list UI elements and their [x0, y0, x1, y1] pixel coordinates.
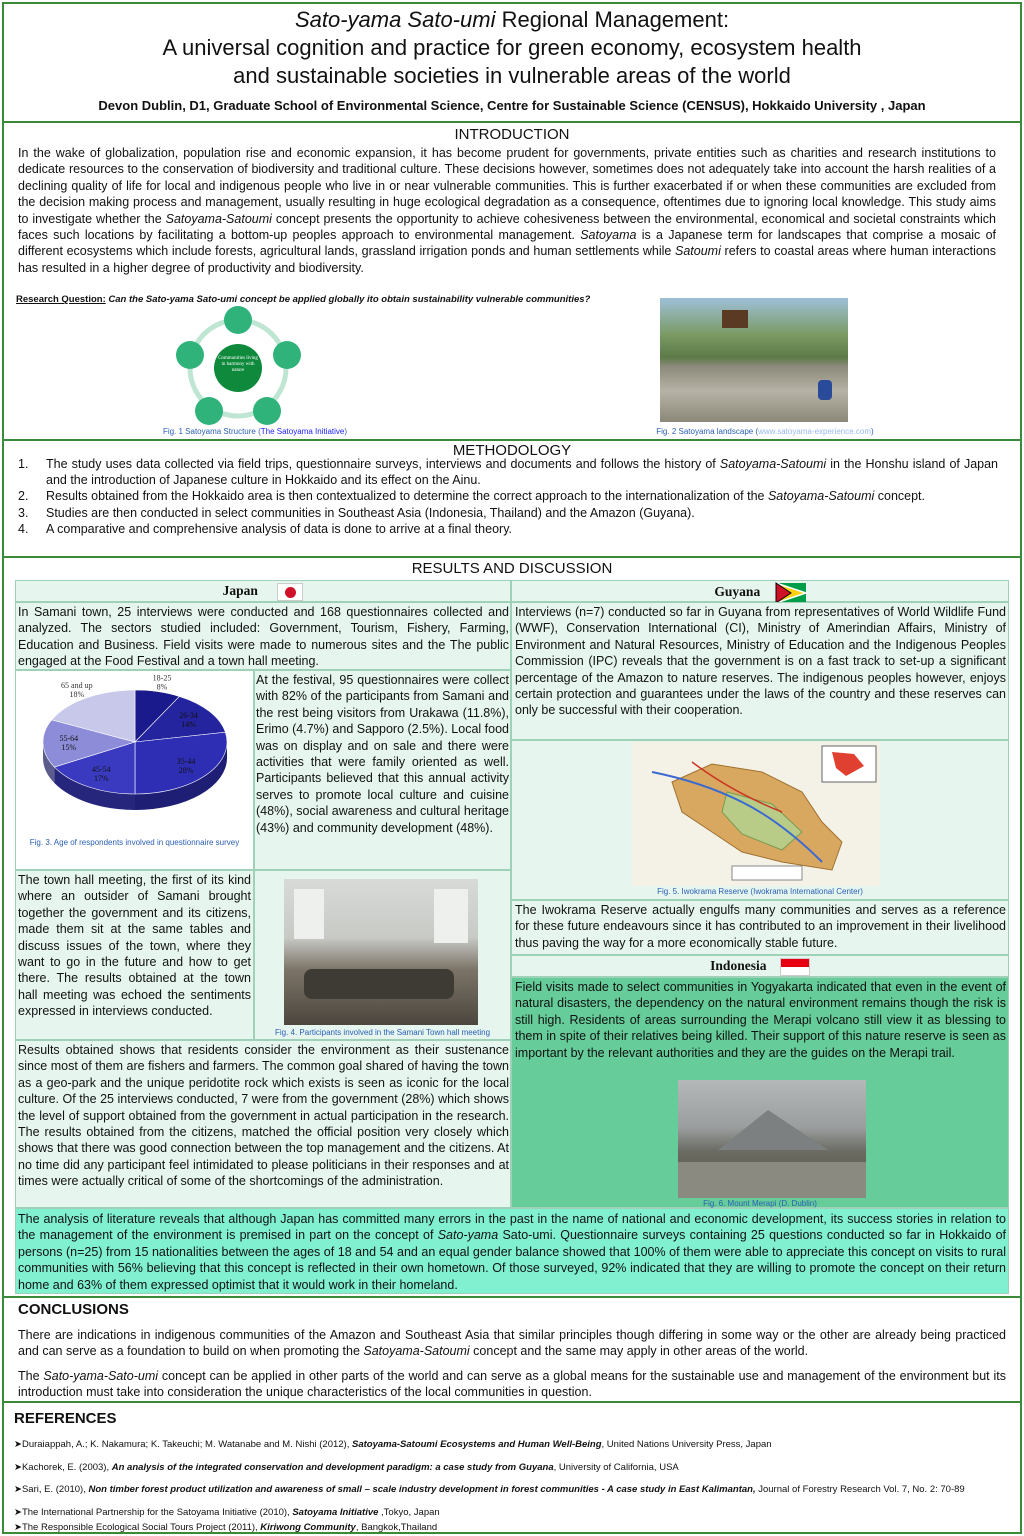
fig5-caption: Fig. 5. Iwokrama Reserve (Iwokrama International Center): [657, 887, 863, 896]
mount-merapi-photo: [678, 1080, 866, 1198]
list-item: 4. A comparative and comprehensive analysis of data is done to arrive at a final theory.: [18, 521, 512, 536]
pie-label-65 and up: 65 and up 18%: [61, 681, 93, 700]
diagram-node-2: [273, 341, 301, 369]
fig2-caption: Fig. 2 Satoyama landscape (www.satoyama-experience.com): [656, 427, 874, 436]
window-shape: [434, 889, 468, 943]
author-line: Devon Dublin, D1, Graduate School of Environmental Science, Centre for Sustainable Science (CENSUS), Hokkaido University , Japan: [98, 98, 926, 113]
participants-shape: [304, 969, 454, 999]
guyana-paragraph-1: Interviews (n=7) conducted so far in Guyana from representatives of World Wildlife Fund (WWF), Conservation International (CI), Ministry of Amerindian Affairs, Ministry of Environment and Natural Resources, Ministry of Education and the Indigenous Peoples Commission (IPC) reveals that the government is on a fast track to set-up a significant percentage of the Amazon to nature reserves. The indigenous peoples however, enjoys certain protection and guarantees under the laws of the country and these reserves can only be successful with their cooperation.: [515, 605, 1006, 718]
pie-label-26-34: 26-34 14%: [179, 710, 198, 729]
pie-label-35-44: 35-44 28%: [176, 756, 196, 775]
reference-item: ➤The Responsible Ecological Social Tours Project (2011), Kiriwong Community, Bangkok,Thailand: [14, 1522, 438, 1533]
diagram-node-4: [195, 397, 223, 425]
window-shape: [294, 889, 324, 939]
divider: [2, 439, 1022, 441]
intro-heading: INTRODUCTION: [454, 126, 570, 143]
japan-paragraph-2: At the festival, 95 questionnaires were collect with 82% of the participants from Samani and the rest being visitors from Urakawa (11.8%), Erimo (4.7%) and Sapporo (2.5%). Local food was on display and on sale and there were activities that were family oriented as well. Participants believed that this annual activity serves to promote local culture and cuisine (48%), social awareness and cultural heritage (43%) and community development (48%).: [256, 673, 509, 835]
reference-item: ➤Sari, E. (2010), Non timber forest product utilization and awareness of small – scale industry development in forest communities - A case study in East Kalimantan, Journal of Forestry Research Vol. 7, No. 2: 70-89: [14, 1484, 965, 1495]
japan-paragraph-3: The town hall meeting, the first of its kind where an outsider of Samani brought together the government and its citizens, made them sit at the same tables and discuss issues of the town, where they want to go in the future and how to get there. The results obtained at the town hall meeting was echoed the sentiments expressed in interviews conducted.: [18, 873, 251, 1019]
title-line-1: Sato-yama Sato-umi Regional Management:: [294, 7, 730, 32]
indonesia-header: Indonesia: [511, 958, 1009, 976]
intro-paragraph: In the wake of globalization, population rise and economic expansion, it has become prudent for governments, private entities such as charities and research institutions to dedicate resources to the conservation of biodiversity and traditional culture. These decisions however, sometimes does not adequately take into account the harsh realities of a declining quality of life for local and indigenous people who live in or near vulnerable communities. This is further exacerbated if or when these communities are excluded from the decision making process and management, usually resulting in huge ecological degradation as a consequence, oftentimes due to ignoring local knowledge. This study aims to investigate whether the Satoyama-Satoumi concept presents the opportunity to achieve cohesiveness between the environmental, economical and societal constraints which faces such locations by facilitating a bottom-up peoples approach to environmental management. Satoyama is a Japanese term for landscapes that comprise a mosaic of different ecosystems which include forests, agricultural lands, grassland irrigation ponds and human settlements while Satoumi refers to coastal areas where human interactions has resulted in a higher degree of productivity and biodiversity.: [18, 146, 996, 275]
indonesia-paragraph: Field visits made to select communities in Yogyakarta indicated that even in the event of natural disasters, the dependency on the natural environment remains though the risk is still high. Residents of areas surrounding the Merapi volcano still view it as blessing to them in spite of their relatives being killed. Their support of this nature reserve is seen as important by the relevant authorities and they are the guides on the Merapi trail.: [515, 980, 1006, 1060]
age-pie-chart: [20, 673, 250, 830]
diagram-center-label: Communities living in harmony with nature: [218, 356, 258, 373]
guyana-flag-icon: [776, 583, 806, 603]
guyana-flag-shape: [776, 583, 806, 603]
fig3-caption: Fig. 3. Age of respondents involved in questionnaire survey: [29, 838, 240, 847]
satoyama-structure-diagram: [170, 304, 310, 426]
guyana-header: Guyana: [511, 583, 1009, 603]
diagram-node-3: [253, 397, 281, 425]
results-heading: RESULTS AND DISCUSSION: [411, 560, 613, 577]
map-legend: [732, 866, 802, 880]
fig4-caption: Fig. 4. Participants involved in the Samani Town hall meeting: [274, 1028, 491, 1037]
divider: [2, 121, 1022, 123]
farmer-figure: [818, 380, 832, 400]
japan-paragraph-4: Results obtained shows that residents consider the environment as their sustenance since most of them are fishers and farmers. The common goal shared of having the town as a geo-park and the unique peridotite rock which exists is seen as iconic for the local culture. Of the 25 interviews conducted, 7 were from the government (28%) which shows the level of support obtained from the government in actual participation in the research. The results obtained from the citizens, matched the official position very closely which shows that there was good connection between the top management and the citizens. At no time did any participant feel intimidated to please politicians in their responses and at times were actually critical of some of the shortcomings of the administration.: [18, 1043, 509, 1189]
conclusions-paragraph-1: There are indications in indigenous communities of the Amazon and Southeast Asia that similar principles though differing in some way or the other are already being practiced and can serve as a foundation to build on when promoting the Satoyama-Satoumi concept and the same may apply in other areas of the world.: [18, 1328, 1006, 1359]
poster-header: [4, 4, 1020, 122]
volcano-shape: [718, 1110, 828, 1150]
pie-label-45-54: 45-54 17%: [91, 765, 111, 784]
divider: [2, 556, 1022, 558]
references-heading: REFERENCES: [14, 1410, 117, 1427]
methodology-heading: METHODOLOGY: [452, 442, 572, 459]
reference-item: ➤The International Partnership for the Satoyama Initiative (2010), Satoyama Initiative ,Tokyo, Japan: [14, 1507, 440, 1518]
fig6-caption: Fig. 6. Mount Merapi (D. Dublin): [703, 1199, 817, 1208]
conclusions-paragraph-2: The Sato-yama-Sato-umi concept can be applied in other parts of the world and can serve as a global means for the sustainable use and management of the environment but its introduction must take into consideration the unique characteristics of the local communities in question.: [18, 1369, 1007, 1400]
guyana-paragraph-2: The Iwokrama Reserve actually engulfs many communities and serves as a reference for these future endeavours since it has contributed to an improvement in their livelihood thus paving the way for a more economically stable future.: [515, 903, 1006, 950]
fig1-caption: Fig. 1 Satoyama Structure (The Satoyama Initiative): [162, 427, 348, 436]
iwokrama-reserve-map: [632, 742, 880, 886]
title-line-2: A universal cognition and practice for green economy, ecosystem health: [162, 35, 862, 60]
townhall-meeting-photo: [284, 879, 478, 1025]
diagram-node-1: [224, 306, 252, 334]
list-item: 1. The study uses data collected via field trips, questionnaire surveys, interviews and documents and follows the history of Satoyama-Satoumi in the Honshu island of Japan and the introduction of Japanese culture in Hokkaido and its effect on the Ainu.: [18, 457, 999, 488]
reference-item: ➤Duraiappah, A.; K. Nakamura; K. Takeuchi; M. Watanabe and M. Nishi (2012), Satoyama-Satoumi Ecosystems and Human Well-Being, United Nations University Press, Japan: [14, 1439, 772, 1450]
japan-paragraph-1: In Samani town, 25 interviews were conducted and 168 questionnaires collected and analyzed. The sectors studied included: Government, Tourism, Fishery, Farming, Education and Business. Field visits were made to numerous sites and the The public engaged at the Food Festival and a town hall meeting.: [18, 605, 509, 669]
farmhouse-shape: [722, 310, 748, 328]
list-item: 3. Studies are then conducted in select communities in Southeast Asia (Indonesia, Thailand) and the Amazon (Guyana).: [18, 505, 695, 520]
pie-label-18-25: 18-25 8%: [152, 673, 172, 692]
summary-paragraph: The analysis of literature reveals that although Japan has committed many errors in the past in the name of national and economic development, its success stories in relation to the management of the environment is premised in part on the concept of Sato-yama Sato-umi. Questionnaire surveys containing 25 questions conducted so far in Hokkaido of persons (n=25) from 15 nationalities between the ages of 18 and 54 and an equal gender balance showed that 100% of them were able to appreciate this concept on visits to rural communities with 56% believing that this concept is reflected in their own hometown. Of those surveyed, 92% indicated that they are willing to promote the concept on their return home and 63% of them expressed optimist that it would work in their homeland.: [18, 1212, 1007, 1292]
conclusions-heading: CONCLUSIONS: [18, 1301, 129, 1318]
title-line-3: and sustainable societies in vulnerable areas of the world: [233, 63, 791, 88]
divider: [2, 1296, 1022, 1298]
research-question: Research Question: Can the Sato-yama Sato-umi concept be applied globally ito obtain sustainability vulnerable communities?: [16, 294, 591, 305]
pie-label-55-64: 55-64 15%: [59, 734, 79, 753]
japan-header: Japan: [15, 583, 511, 601]
methodology-list: [18, 456, 998, 537]
indonesia-flag-icon: [780, 958, 810, 976]
riverbed-shape: [678, 1162, 866, 1198]
japan-flag-icon: [277, 583, 303, 601]
divider: [2, 1401, 1022, 1403]
reference-item: ➤Kachorek, E. (2003), An analysis of the integrated conservation and development paradigm: a case study from Guyana, University of California, USA: [14, 1462, 679, 1473]
satoyama-landscape-photo: [660, 298, 848, 422]
diagram-node-5: [176, 341, 204, 369]
list-item: 2. Results obtained from the Hokkaido area is then contextualized to determine the correct approach to the internationalization of the Satoyama-Satoumi concept.: [18, 489, 926, 504]
